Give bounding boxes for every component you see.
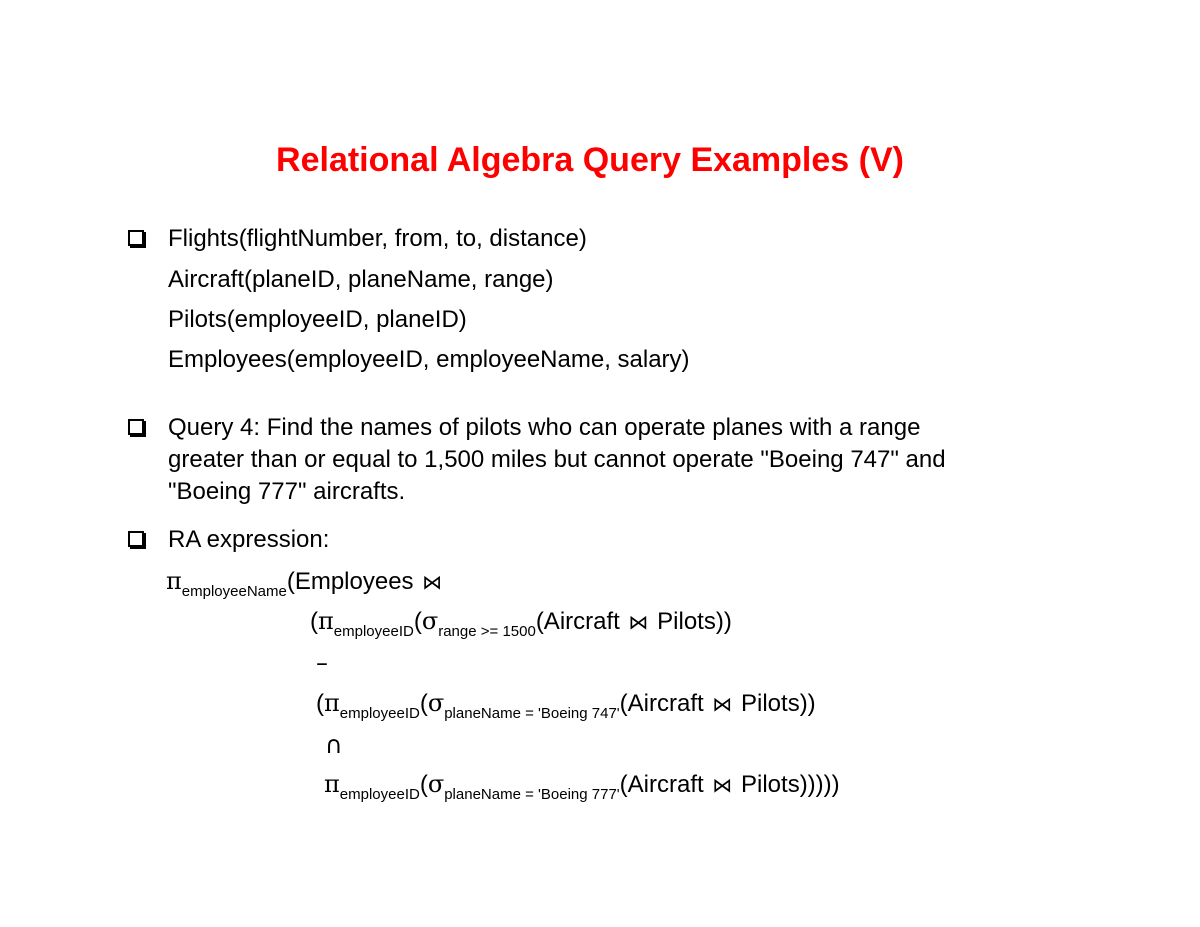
projection-attr: employeeID [339,786,420,803]
projection-attr: employeeName [181,583,287,600]
expr-line-6 [324,769,840,803]
open-paren: ( [419,690,428,717]
relation-text: (Employees [286,568,414,595]
pi-symbol: π [324,689,340,717]
join-symbol: ⋈ [712,692,733,716]
join-symbol: ⋈ [628,610,649,634]
open-paren: ( [310,608,318,635]
query-line-2: greater than or equal to 1,500 miles but cannot operate "Boeing 747" and [168,446,946,473]
open-paren: ( [316,690,324,717]
pi-symbol: π [166,567,182,595]
expr-line-5 [325,730,343,761]
projection-attr: employeeID [333,623,414,640]
schema-pilots: Pilots(employeeID, planeID) [168,306,467,333]
pi-symbol: π [324,770,340,798]
sigma-symbol: σ [427,770,445,798]
relation-text: (Aircraft [535,608,620,635]
bullet-checkbox-icon [128,230,144,246]
bullet-checkbox-icon [128,419,144,435]
expr-line-4 [316,688,816,722]
expr-line-3 [316,648,328,679]
query-line-1: Query 4: Find the names of pilots who can operate planes with a range [168,414,921,441]
expr-line-2 [310,606,732,640]
relation-text: Pilots)) [657,608,732,635]
schema-employees: Employees(employeeID, employeeName, salary) [168,346,690,373]
relation-text: Pilots))))) [741,771,840,798]
relation-text: (Aircraft [619,690,704,717]
query-line-3: "Boeing 777" aircrafts. [168,478,406,505]
bullet-checkbox-icon [128,531,144,547]
schema-flights: Flights(flightNumber, from, to, distance) [168,225,587,252]
join-symbol: ⋈ [712,773,733,797]
pi-symbol: π [318,607,334,635]
sigma-symbol: σ [421,607,439,635]
selection-condition: range >= 1500 [438,623,536,640]
selection-condition: planeName = 'Boeing 777' [444,786,620,803]
intersect-symbol: ∩ [325,731,343,759]
schema-aircraft: Aircraft(planeID, planeName, range) [168,266,554,293]
ra-label: RA expression: [168,526,330,553]
minus-symbol: – [316,649,328,677]
join-symbol: ⋈ [422,570,443,594]
open-paren: ( [419,771,428,798]
slide-title: Relational Algebra Query Examples (V) [276,141,904,179]
relation-text: Pilots)) [741,690,816,717]
open-paren: ( [413,608,422,635]
selection-condition: planeName = 'Boeing 747' [444,705,620,722]
expr-line-1 [166,566,444,600]
sigma-symbol: σ [427,689,445,717]
projection-attr: employeeID [339,705,420,722]
relation-text: (Aircraft [619,771,704,798]
